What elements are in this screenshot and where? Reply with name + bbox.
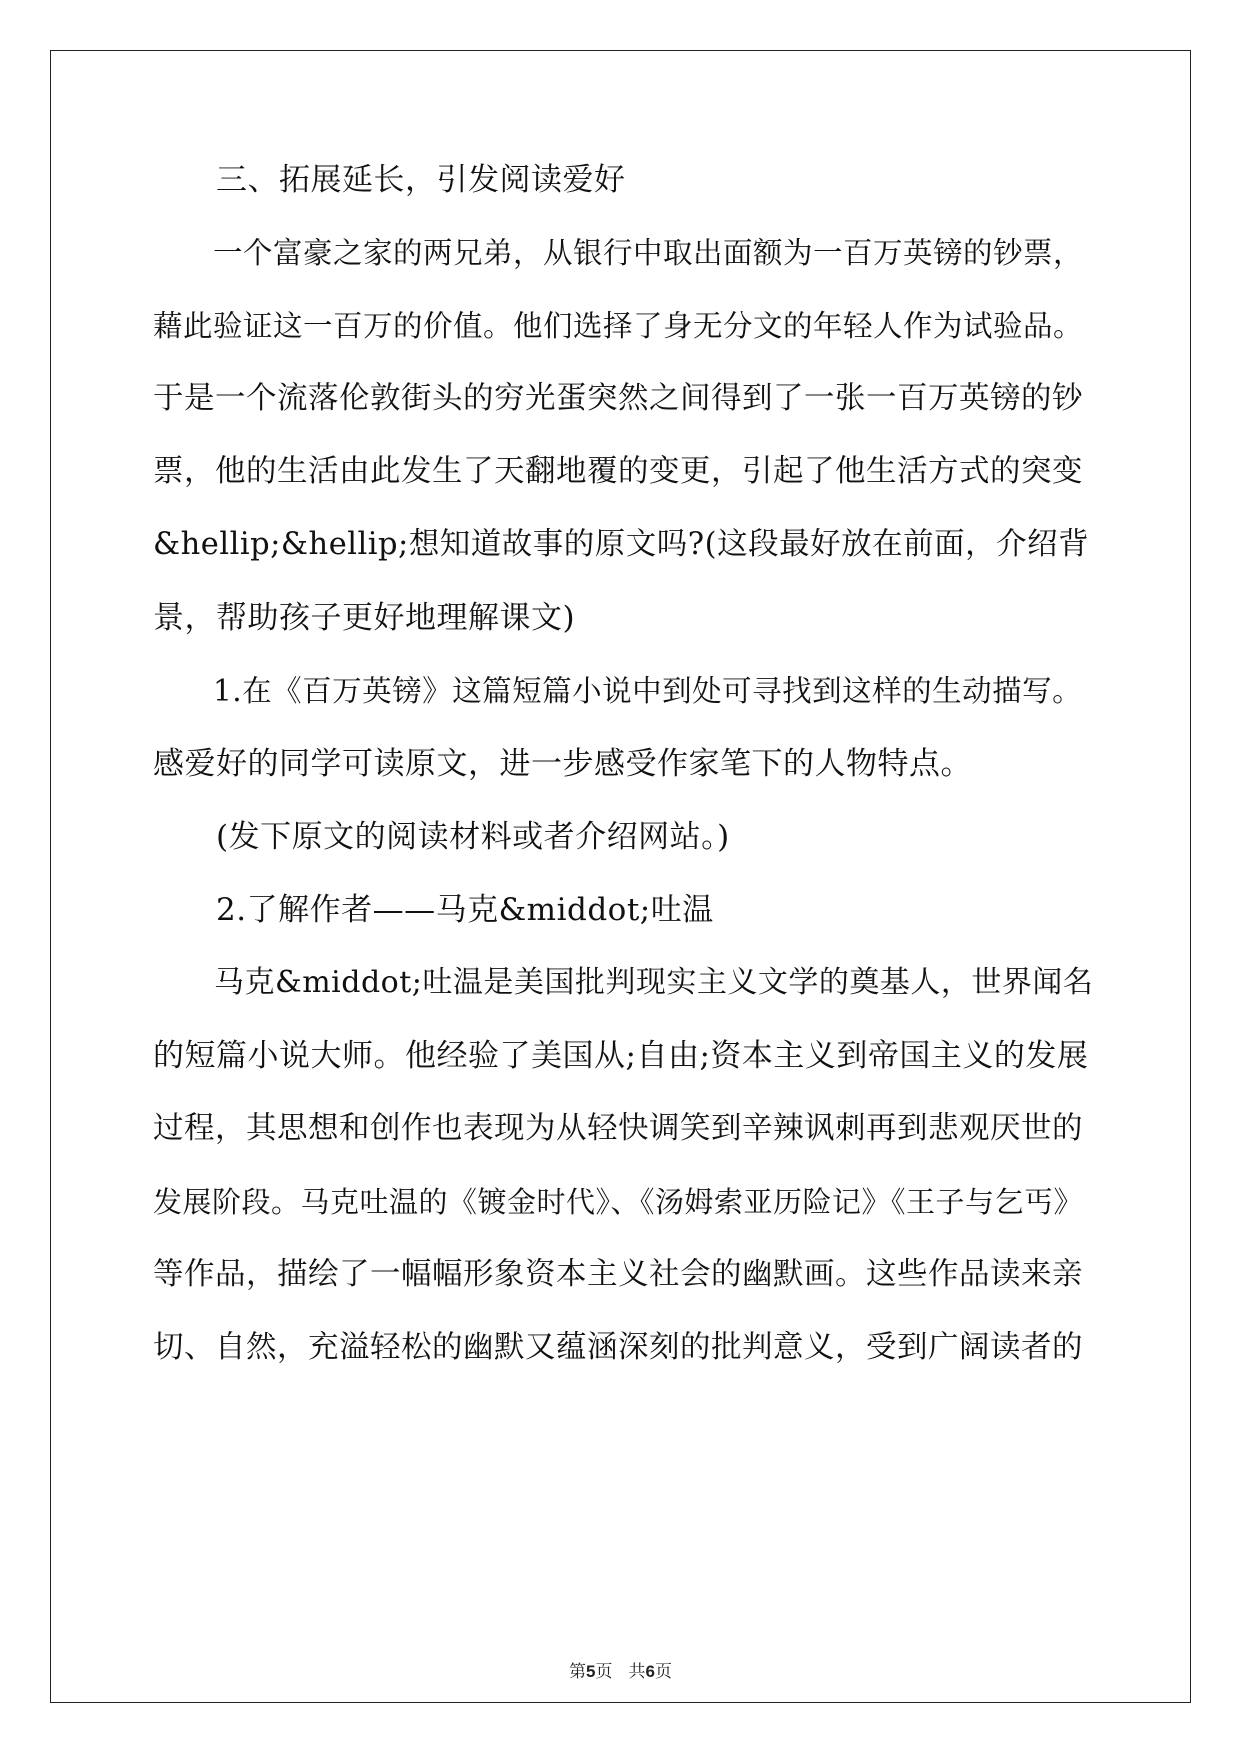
text-line: 1.在《百万英镑》这篇短篇小说中到处可寻找到这样的生动描写。	[153, 674, 1083, 708]
page-border	[50, 50, 1191, 1703]
text-line: &hellip;&hellip;想知道故事的原文吗?(这段最好放在前面，介绍背	[153, 527, 1090, 562]
page-suffix: 页	[595, 1662, 613, 1682]
text-line: 等作品，描绘了一幅幅形象资本主义社会的幽默画。这些作品读来亲	[153, 1257, 1083, 1292]
total-page-number: 6	[645, 1662, 655, 1681]
text-line: 发展阶段。马克吐温的《镀金时代》、《汤姆索亚历险记》《王子与乞丐》	[153, 1185, 1084, 1219]
text-line: 感爱好的同学可读原文，进一步感受作家笔下的人物特点。	[153, 746, 972, 782]
page-prefix: 第	[569, 1662, 587, 1682]
current-page-number: 5	[586, 1662, 596, 1681]
text-line: (发下原文的阅读材料或者介绍网站。)	[153, 819, 730, 855]
text-line: 过程，其思想和创作也表现为从轻快调笑到辛辣讽刺再到悲观厌世的	[153, 1111, 1083, 1146]
text-line: 一个富豪之家的两兄弟，从银行中取出面额为一百万英镑的钞票，	[153, 236, 1084, 270]
text-line: 藉此验证这一百万的价值。他们选择了身无分文的年轻人作为试验品。	[153, 309, 1084, 343]
text-line: 的短篇小说大师。他经验了美国从;自由;资本主义到帝国主义的发展	[153, 1038, 1089, 1074]
total-prefix: 共	[628, 1662, 646, 1682]
text-line: 景，帮助孩子更好地理解课文)	[153, 600, 576, 636]
page-footer	[0, 1662, 1241, 1682]
text-line: 2.了解作者——马克&middot;吐温	[153, 892, 714, 928]
text-line: 于是一个流落伦敦街头的穷光蛋突然之间得到了一张一百万英镑的钞	[153, 381, 1083, 416]
text-line: 票，他的生活由此发生了天翻地覆的变更，引起了他生活方式的突变	[153, 454, 1083, 489]
text-line: 切、自然，充溢轻松的幽默又蕴涵深刻的批判意义，受到广阔读者的	[153, 1330, 1083, 1365]
text-line: 马克&middot;吐温是美国批判现实主义文学的奠基人，世界闻名	[153, 965, 1094, 1000]
total-suffix: 页	[654, 1662, 672, 1682]
text-line: 三、拓展延长，引发阅读爱好	[153, 162, 626, 198]
